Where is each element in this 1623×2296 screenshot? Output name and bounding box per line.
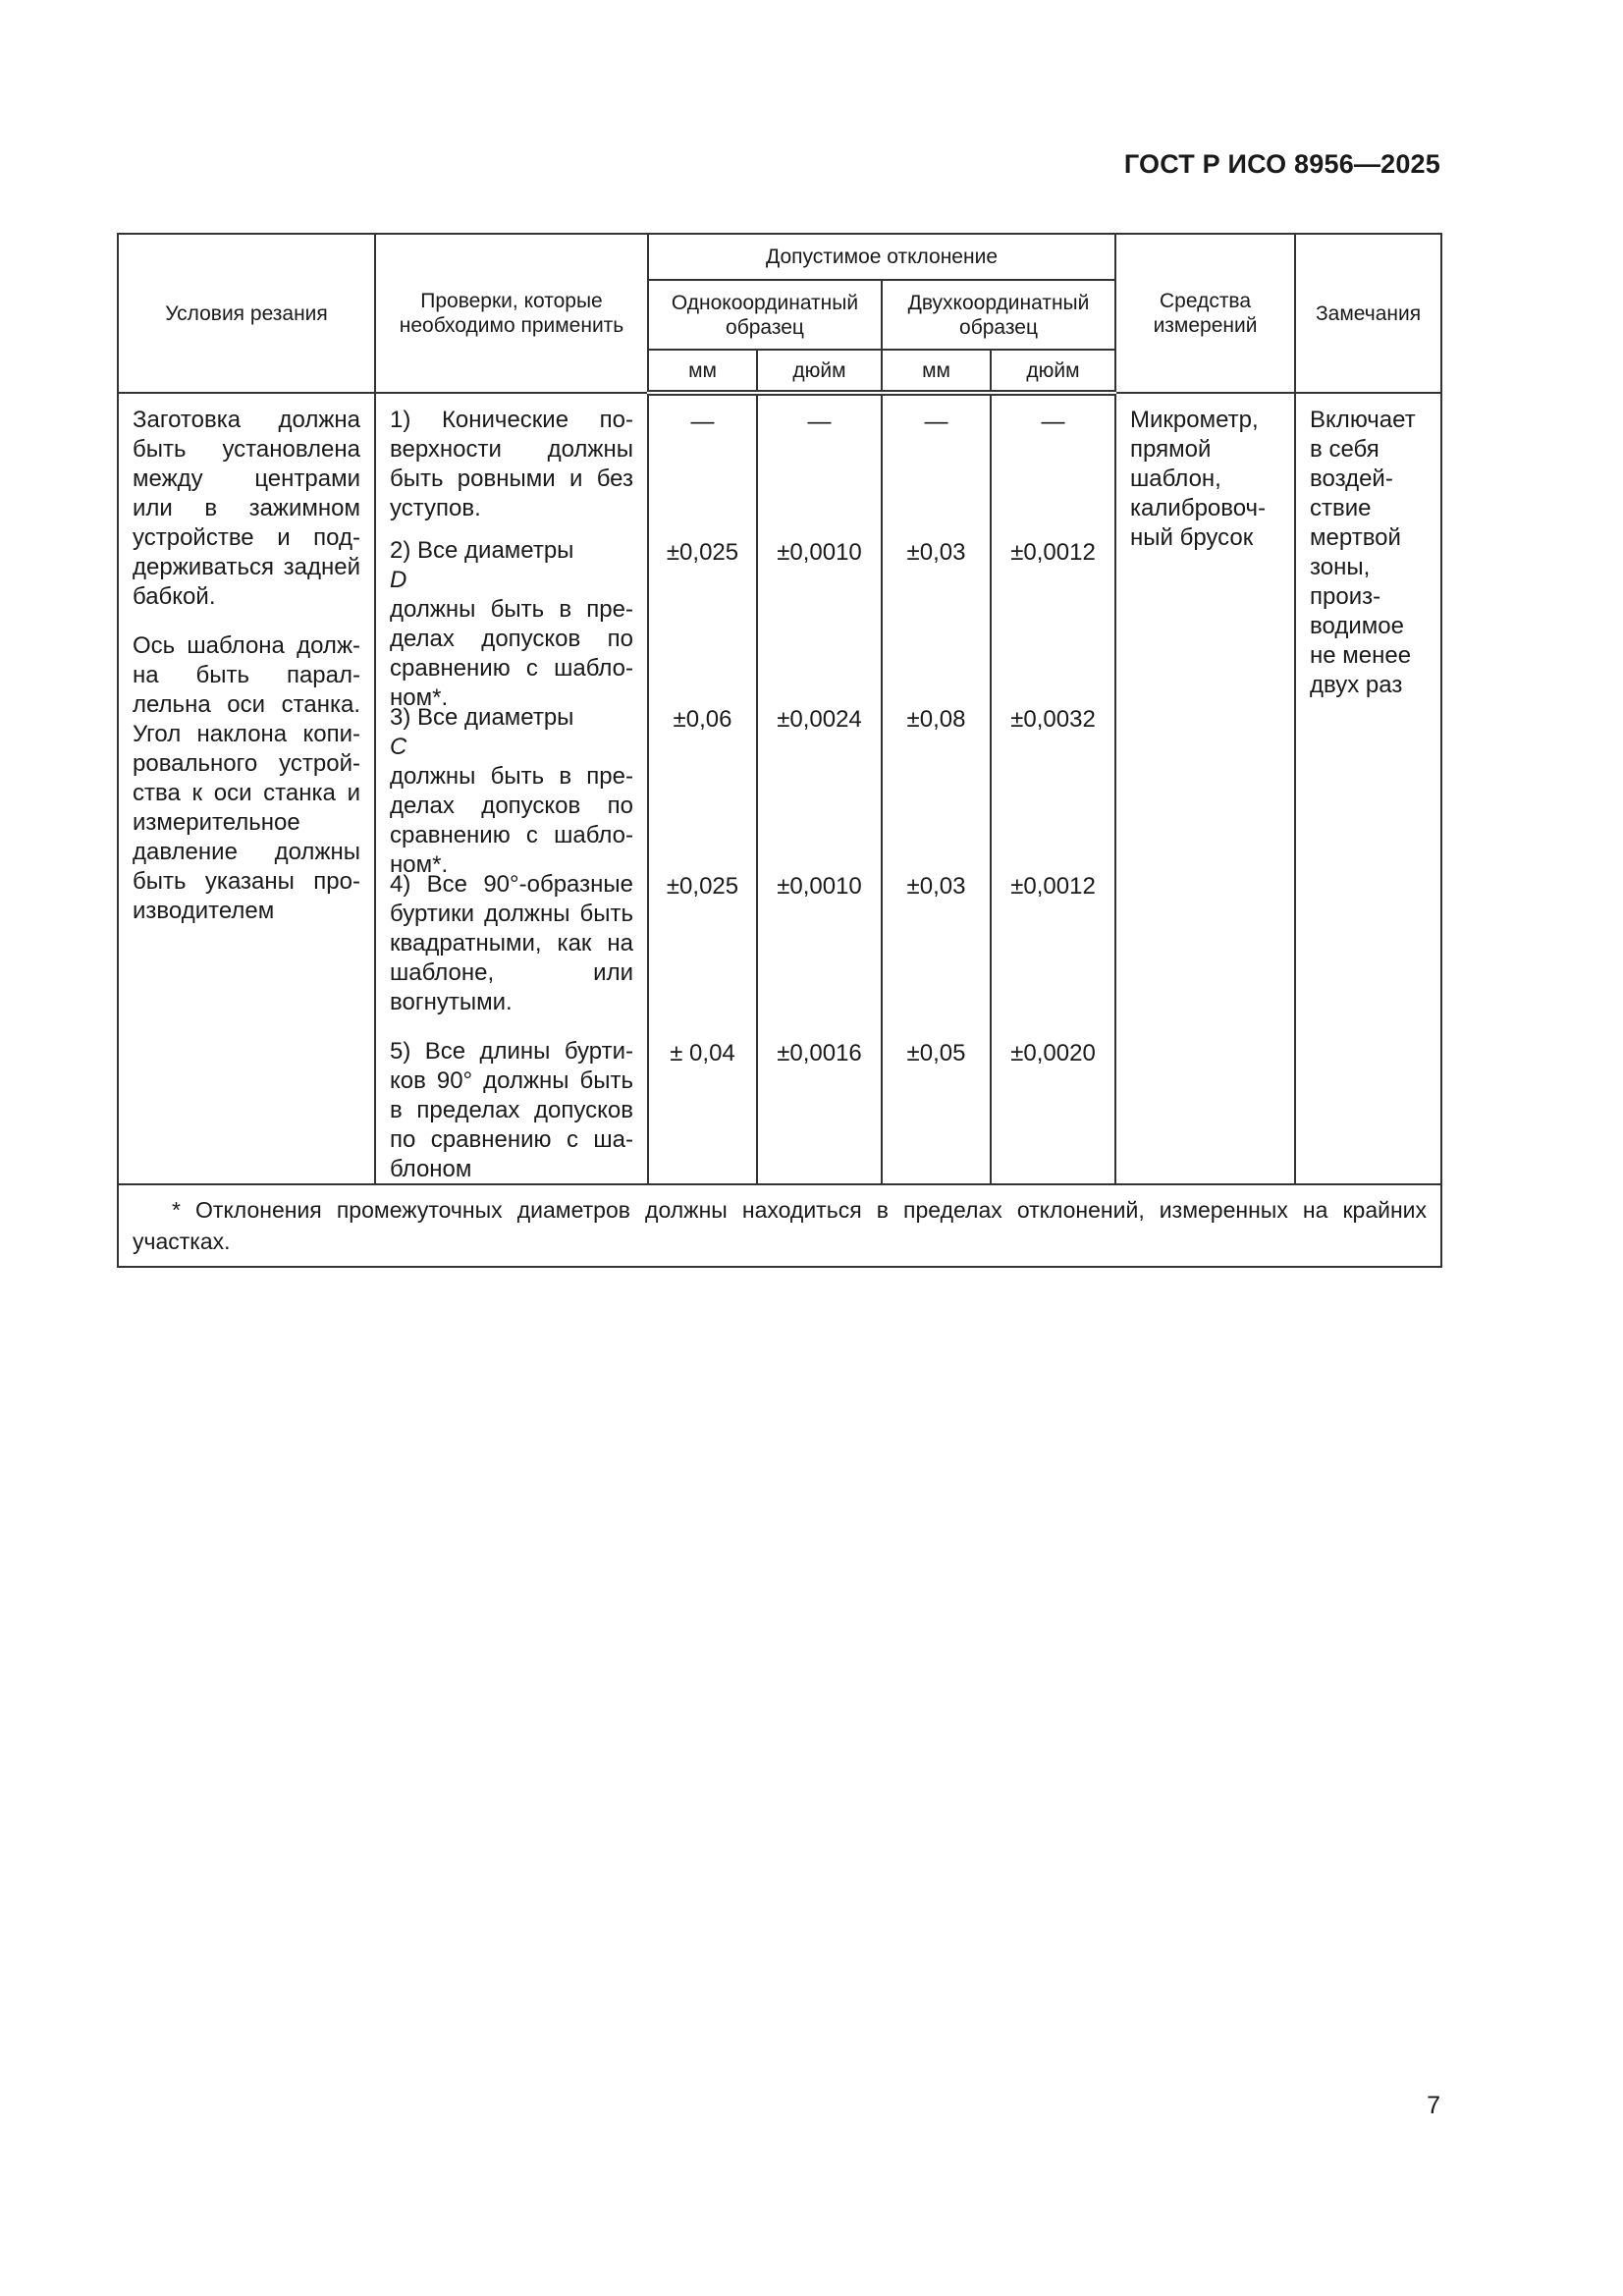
header-checks: Проверки, которые необходимо применить bbox=[375, 234, 648, 393]
footnote-cell bbox=[118, 1184, 1441, 1267]
value-cell: — bbox=[807, 409, 832, 435]
double-mm-column bbox=[882, 393, 991, 1184]
cutting-conditions-paragraph: Ось шаблона должна быть параллельна оси станка. Угол наклона копировального устройства к оси станка и измерительное давление должны быть указаны производителем bbox=[133, 632, 360, 924]
check-item-4: 4) Все 90°-образные буртики должны быть квадратными, как на шаблоне, или вогнутыми. bbox=[390, 871, 633, 1015]
cutting-conditions-cell bbox=[118, 393, 375, 1184]
value-cell: ±0,0020 bbox=[1010, 1040, 1096, 1066]
value-cell: ±0,0024 bbox=[777, 706, 862, 733]
table-row bbox=[118, 393, 1441, 1184]
value-cell: ±0,0012 bbox=[1010, 873, 1096, 900]
value-cell: — bbox=[1041, 409, 1065, 435]
value-cell: ±0,08 bbox=[906, 706, 966, 733]
header-double-coord: Двухкоординатный образец bbox=[882, 280, 1115, 350]
cutting-conditions-paragraph: Заготовка должна быть установлена между центрами или в зажимном устройстве и поддерживаться задней бабкой. bbox=[133, 407, 360, 610]
header-double-mm: мм bbox=[882, 350, 991, 393]
tolerance-table bbox=[117, 233, 1442, 1268]
value-cell: ±0,025 bbox=[666, 539, 739, 566]
footnote-text: * Отклонения промежуточных диаметров должны находиться в пределах отклонений, измеренных на крайних участках. bbox=[133, 1197, 1428, 1254]
value-cell: ±0,0010 bbox=[777, 539, 862, 566]
value-cell: — bbox=[690, 409, 715, 435]
document-code: ГОСТ Р ИСО 8956—2025 bbox=[1123, 149, 1440, 179]
checks-cell bbox=[375, 393, 648, 1184]
single-mm-column bbox=[648, 393, 757, 1184]
value-cell: ±0,025 bbox=[666, 873, 739, 900]
header-single-inch: дюйм bbox=[757, 350, 882, 393]
value-cell: ±0,0032 bbox=[1010, 706, 1096, 733]
value-cell: ±0,05 bbox=[906, 1040, 966, 1066]
instruments-cell: Микрометр, прямой шаблон, калибровочный брусок bbox=[1115, 393, 1295, 1184]
check-item-1: 1) Конические поверхности должны быть ровными и без уступов. bbox=[390, 407, 633, 521]
double-inch-column bbox=[991, 393, 1115, 1184]
page-number: 7 bbox=[1427, 2092, 1440, 2119]
header-double-inch: дюйм bbox=[991, 350, 1115, 393]
value-cell: ±0,06 bbox=[673, 706, 732, 733]
value-cell: ±0,03 bbox=[906, 539, 966, 566]
check-item-3: 3) Все диаметры C должны быть в пределах допусков по сравнению с шаблоном*. bbox=[390, 704, 633, 878]
header-single-coord: Однокоординатный образец bbox=[648, 280, 882, 350]
header-remarks: Замечания bbox=[1295, 234, 1441, 393]
header-single-mm: мм bbox=[648, 350, 757, 393]
header-tolerance: Допустимое отклонение bbox=[648, 234, 1115, 280]
value-cell: ±0,0016 bbox=[777, 1040, 862, 1066]
footnote-row bbox=[118, 1184, 1441, 1267]
remarks-cell: Включает в себя воздействие мертвой зоны, производимое не менее двух раз bbox=[1295, 393, 1441, 1184]
header-cutting-conditions: Условия резания bbox=[118, 234, 375, 393]
value-cell: ±0,0012 bbox=[1010, 539, 1096, 566]
check-item-5: 5) Все длины буртиков 90° должны быть в пределах допусков по сравнению с шаблоном bbox=[390, 1038, 633, 1182]
value-cell: — bbox=[924, 409, 948, 435]
value-cell: ±0,03 bbox=[906, 873, 966, 900]
header-instruments: Средства измерений bbox=[1115, 234, 1295, 393]
check-item-2: 2) Все диаметры D должны быть в пределах допусков по сравнению с шаблоном*. bbox=[390, 537, 633, 711]
single-inch-column bbox=[757, 393, 882, 1184]
value-cell: ± 0,04 bbox=[670, 1040, 735, 1066]
value-cell: ±0,0010 bbox=[777, 873, 862, 900]
